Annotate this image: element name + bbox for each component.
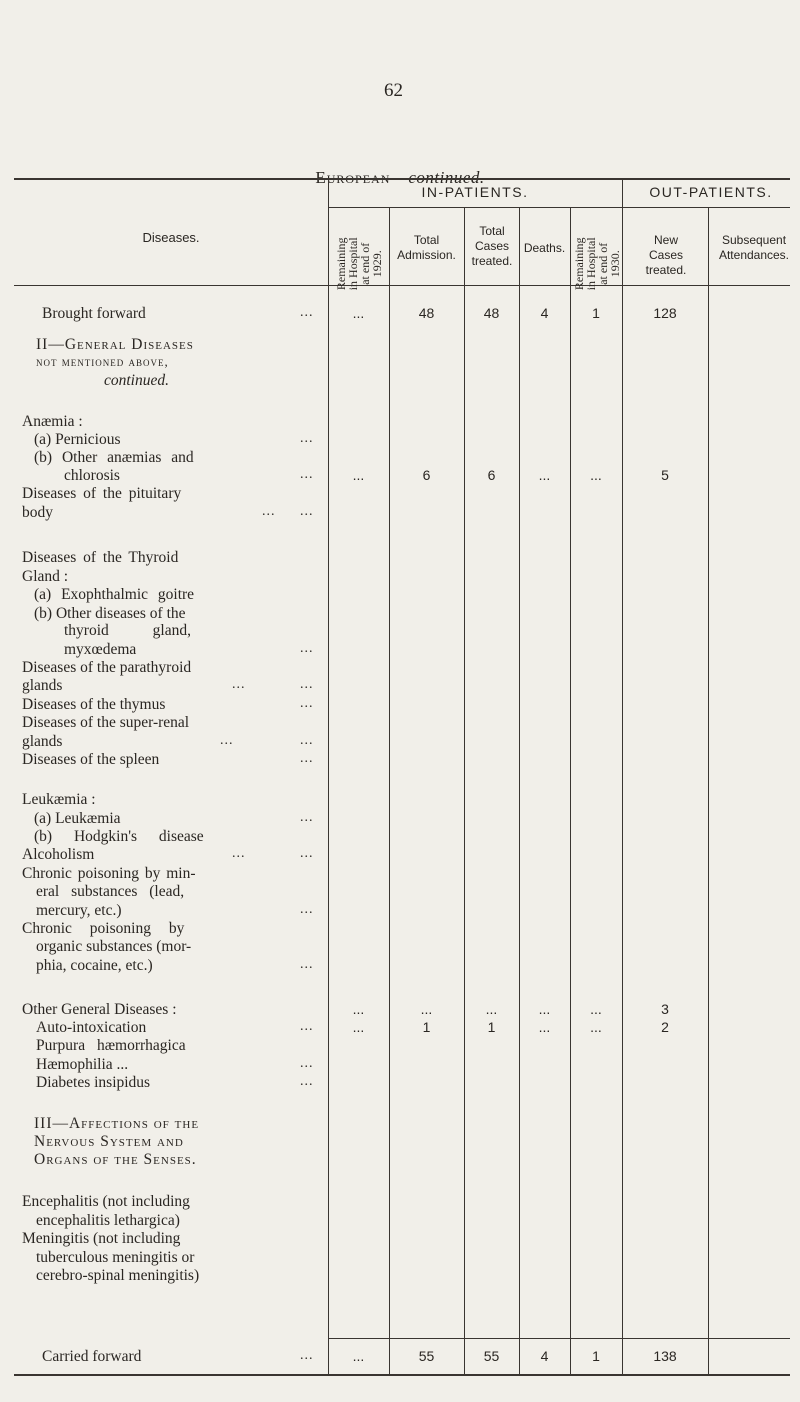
disease-label: Diseases of the pituitary	[22, 485, 182, 503]
section-heading: II—General Diseases	[36, 335, 194, 353]
disease-label: Diseases of the Thyroid	[22, 549, 179, 567]
section-heading: not mentioned above,	[36, 354, 169, 369]
total-cases-header: Total Cases treated.	[471, 224, 513, 269]
leader-dots: ...	[300, 1347, 314, 1363]
cell-remaining-end: 1	[592, 1347, 600, 1364]
disease-label: Diseases of the super-renal	[22, 714, 190, 732]
total-admission-header: Total Admission.	[397, 233, 456, 263]
disease-label: Leukæmia :	[22, 791, 96, 809]
disease-label: thyroid gland,	[64, 622, 191, 640]
disease-label: organic substances (mor-	[36, 938, 192, 956]
leader-dots: ...	[300, 956, 314, 972]
cell-new-cases: 2	[661, 1019, 669, 1036]
remaining-end-header: Remaining in Hospital at end of 1930.	[572, 237, 623, 291]
leader-dots: ...	[300, 1074, 314, 1090]
disease-label: glands	[22, 732, 63, 750]
disease-label: Meningitis (not including	[22, 1230, 181, 1248]
disease-label: tuberculous meningitis or	[36, 1248, 195, 1266]
disease-label: Encephalitis (not including	[22, 1193, 190, 1211]
disease-label: Hæmophilia ...	[36, 1055, 129, 1073]
new-cases-header: New Cases treated.	[645, 233, 687, 278]
leader-dots: ...	[220, 732, 234, 748]
disease-label: glands	[22, 677, 63, 695]
cell-deaths: ...	[538, 467, 551, 484]
section-heading: Nervous System and	[34, 1132, 184, 1150]
leader-dots: ...	[300, 677, 314, 693]
col-divider	[570, 207, 571, 1374]
disease-label: Auto-intoxication	[36, 1019, 147, 1037]
disease-label: body	[22, 503, 53, 521]
title-continued: continued.	[408, 168, 485, 187]
leader-dots: ...	[300, 750, 314, 766]
leader-dots: ...	[300, 1055, 314, 1071]
disease-label: Gland :	[22, 567, 69, 585]
leader-dots: ...	[300, 1019, 314, 1035]
cf-rule	[328, 1338, 790, 1339]
disease-label: Diseases of the spleen	[22, 750, 160, 768]
header-rule	[14, 285, 790, 286]
leader-dots: ...	[300, 640, 314, 656]
cell-total-cases: 55	[483, 1347, 500, 1364]
disease-label: (b) Other diseases of the	[34, 604, 186, 622]
col-divider	[708, 207, 709, 1374]
disease-label: chlorosis	[64, 467, 120, 485]
page-title: European—continued.	[315, 168, 485, 187]
disease-label: (b) Hodgkin's disease	[34, 828, 204, 846]
deaths-header: Deaths.	[523, 240, 566, 255]
disease-label: (a) Leukæmia	[34, 809, 121, 827]
leader-dots: ...	[300, 467, 314, 483]
disease-label: (b) Other anæmias and	[34, 448, 194, 466]
disease-label: (a) Pernicious	[34, 431, 121, 449]
cell-remaining-start: ...	[352, 467, 365, 484]
cell-remaining-start: ...	[352, 1347, 365, 1364]
disease-label: phia, cocaine, etc.)	[36, 956, 153, 974]
cell-new-cases: 3	[661, 1000, 669, 1017]
leader-dots: ...	[300, 431, 314, 447]
leader-dots: ...	[300, 732, 314, 748]
cell-deaths: ...	[538, 1000, 551, 1017]
cell-total-admission: 1	[422, 1019, 431, 1036]
disease-label: Other General Diseases :	[22, 1000, 177, 1018]
section-heading: continued.	[104, 371, 169, 389]
leader-dots: ...	[300, 695, 314, 711]
cell-new-cases: 128	[653, 304, 677, 321]
disease-label: Diabetes insipidus	[36, 1074, 151, 1092]
cell-remaining-end: ...	[590, 1019, 602, 1036]
table-bottom-rule	[14, 1374, 790, 1376]
disease-label: myxœdema	[64, 640, 137, 658]
carried-forward-label: Carried forward	[42, 1347, 142, 1365]
cell-total-cases: 48	[483, 304, 500, 321]
cell-deaths: ...	[538, 1019, 551, 1036]
cell-remaining-start: ...	[352, 304, 365, 321]
disease-label: mercury, etc.)	[36, 901, 122, 919]
disease-label: Diseases of the parathyroid	[22, 658, 192, 676]
disease-label: cerebro-spinal meningitis)	[36, 1267, 200, 1285]
disease-label: Alcoholism	[22, 846, 95, 864]
disease-label: eral substances (lead,	[36, 883, 185, 901]
cell-total-admission: ...	[420, 1000, 433, 1017]
disease-label: Chronic poisoning by	[22, 920, 185, 938]
disease-label: Anæmia :	[22, 412, 83, 430]
remaining-start-header: Remaining in Hospital at end of 1929.	[334, 237, 385, 291]
leader-dots: ...	[300, 304, 314, 320]
leader-dots: ...	[232, 846, 246, 862]
diseases-header: Diseases.	[142, 229, 200, 245]
cell-new-cases: 5	[661, 467, 669, 484]
title-main: European	[315, 168, 391, 187]
outpatients-header: OUT-PATIENTS.	[649, 184, 773, 200]
cell-total-admission: 6	[422, 467, 431, 484]
cell-total-cases: ...	[485, 1000, 498, 1017]
cell-remaining-start: ...	[352, 1000, 365, 1017]
cell-remaining-end: ...	[590, 467, 602, 484]
cell-total-admission: 55	[418, 1347, 435, 1364]
brought-forward-label: Brought forward	[42, 304, 146, 322]
leader-dots: ...	[300, 809, 314, 825]
cell-deaths: 4	[540, 304, 549, 321]
subsequent-header: Subsequent Attendances.	[718, 233, 790, 263]
cell-remaining-end: ...	[590, 1000, 602, 1017]
cell-new-cases: 138	[653, 1347, 677, 1364]
col-divider	[464, 207, 465, 1374]
col-divider	[389, 207, 390, 1374]
leader-dots: ...	[262, 503, 276, 519]
page-number: 62	[384, 80, 403, 101]
group-rule	[328, 207, 790, 208]
col-divider	[622, 178, 623, 1374]
cell-deaths: 4	[540, 1347, 549, 1364]
cell-remaining-start: ...	[352, 1019, 365, 1036]
inpatients-header: IN-PATIENTS.	[421, 184, 529, 200]
col-divider	[519, 207, 520, 1374]
cell-total-admission: 48	[418, 304, 435, 321]
disease-label: Chronic poisoning by min-	[22, 864, 196, 882]
cell-total-cases: 1	[487, 1019, 496, 1036]
disease-label: encephalitis lethargica)	[36, 1211, 180, 1229]
leader-dots: ...	[232, 677, 246, 693]
disease-label: (a) Exophthalmic goitre	[34, 586, 195, 604]
cell-total-cases: 6	[487, 467, 496, 484]
disease-label: Purpura hæmorrhagica	[36, 1037, 186, 1055]
table-top-rule	[14, 178, 790, 180]
section-heading: Organs of the Senses.	[34, 1151, 197, 1169]
leader-dots: ...	[300, 846, 314, 862]
leader-dots: ...	[300, 503, 314, 519]
leader-dots: ...	[300, 901, 314, 917]
section-heading: III—Affections of the	[34, 1114, 200, 1132]
disease-label: Diseases of the thymus	[22, 695, 166, 713]
cell-remaining-end: 1	[592, 304, 600, 321]
col-divider	[328, 178, 329, 1374]
